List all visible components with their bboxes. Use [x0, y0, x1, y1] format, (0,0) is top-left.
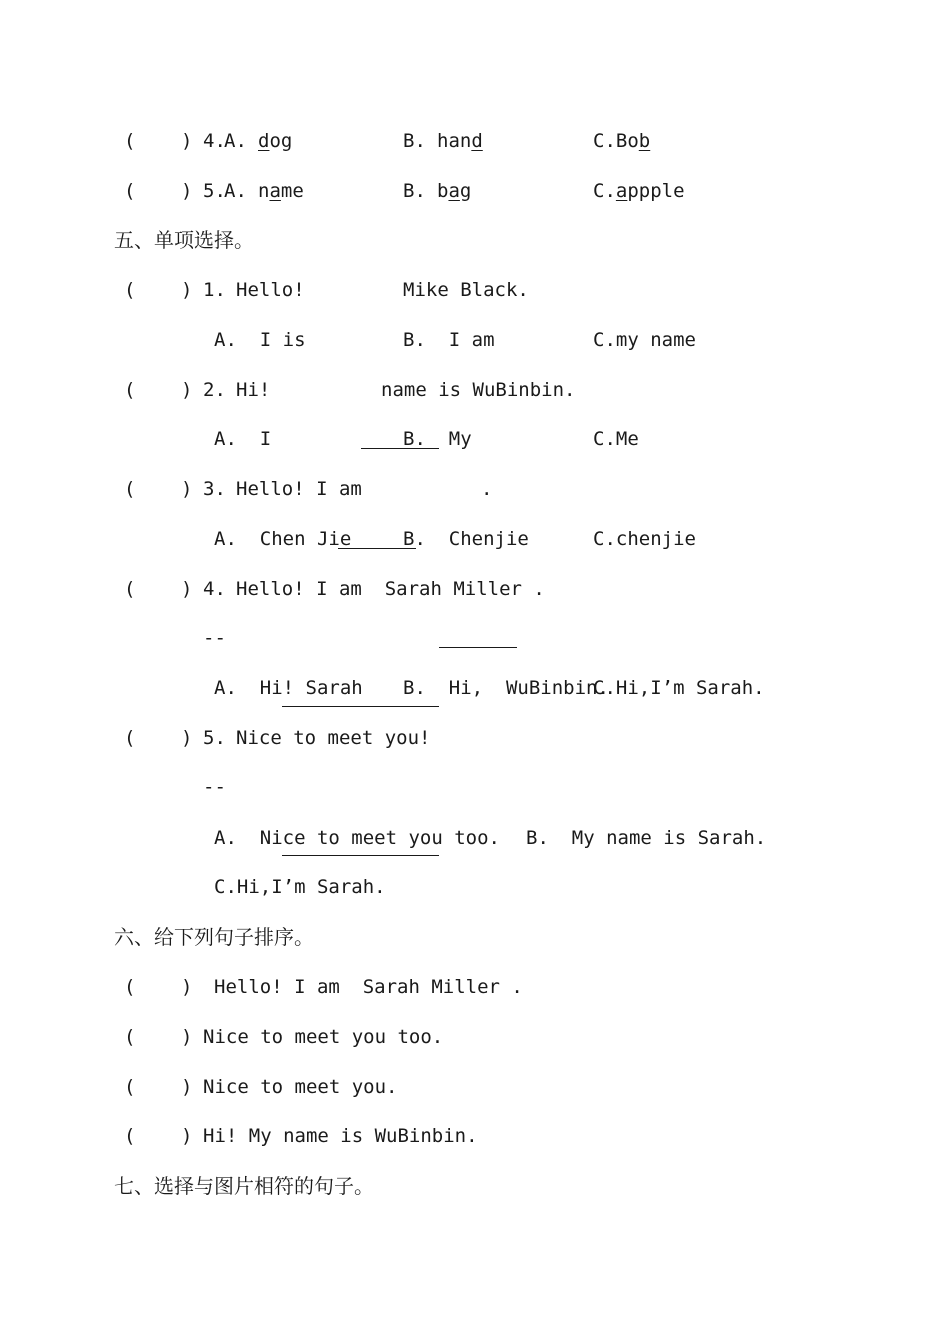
answer-paren-close: )	[181, 578, 193, 600]
option-a: A. Nice to meet you too.	[214, 827, 500, 849]
answer-paren-close: )	[181, 976, 193, 998]
choice-options-5-cont	[0, 872, 386, 902]
answer-paren-open: (	[124, 727, 136, 749]
fill-blank[interactable]	[439, 629, 517, 648]
answer-paren-open: (	[124, 279, 136, 301]
question-text: Hello! I am Sarah Miller .	[236, 578, 545, 600]
section-5-title: 五、单项选择。	[114, 228, 254, 252]
option-b: B. Hi, WuBinbin.	[403, 677, 609, 699]
ordering-item-4	[0, 1121, 478, 1151]
question-number: 2.	[203, 379, 226, 401]
question-text-end: Mike Black.	[403, 279, 529, 301]
answer-paren-close: )	[181, 1026, 193, 1048]
option-b: B. Chenjie	[403, 528, 529, 550]
answer-paren-close: )	[181, 130, 193, 152]
phonics-question-4	[0, 126, 651, 156]
option-a-label: A.	[224, 180, 247, 202]
answer-paren-close: )	[181, 478, 193, 500]
ordering-sentence: Nice to meet you.	[203, 1076, 398, 1098]
option-a: A. Chen Jie	[214, 528, 352, 550]
question-number: 4.	[203, 130, 226, 152]
ordering-item-3	[0, 1072, 398, 1102]
option-c: C.Hi,I’m Sarah.	[593, 677, 765, 699]
question-text-start: Hello!	[236, 279, 305, 301]
question-text-start: Hello! I am	[236, 478, 362, 500]
choice-options-1	[0, 325, 696, 355]
ordering-sentence: Hello! I am Sarah Miller .	[214, 976, 523, 998]
option-b-label: B.	[403, 180, 426, 202]
reply-dash: --	[203, 627, 226, 649]
option-c-word: C.appple	[593, 180, 685, 202]
ordering-item-2	[0, 1022, 444, 1052]
ordering-item-1	[0, 972, 523, 1002]
answer-paren-close: )	[181, 379, 193, 401]
option-a: A. I	[214, 428, 272, 450]
choice-options-2	[0, 424, 639, 454]
answer-paren-open: (	[124, 180, 136, 202]
choice-question-2	[0, 375, 576, 405]
choice-question-4	[0, 574, 545, 604]
question-text-start: Hi!	[236, 379, 271, 401]
choice-question-1	[0, 275, 529, 305]
option-c-word: C.Bob	[593, 130, 651, 152]
question-number: 1.	[203, 279, 226, 301]
option-a-word: dog	[258, 130, 293, 152]
option-c: C.Hi,I’m Sarah.	[214, 876, 386, 898]
ordering-sentence: Nice to meet you too.	[203, 1026, 444, 1048]
option-b-word: hand	[437, 130, 483, 152]
answer-paren-open: (	[124, 1125, 136, 1147]
answer-paren-close: )	[181, 1125, 193, 1147]
option-a-label: A.	[224, 130, 247, 152]
option-a: A. I is	[214, 329, 306, 351]
question-number: 5.	[203, 727, 226, 749]
answer-paren-open: (	[124, 478, 136, 500]
question-text: Nice to meet you!	[236, 727, 431, 749]
choice-options-5	[0, 823, 767, 853]
answer-paren-open: (	[124, 379, 136, 401]
choice-options-4	[0, 673, 765, 703]
answer-paren-close: )	[181, 180, 193, 202]
reply-line-4	[0, 623, 226, 653]
answer-paren-open: (	[124, 1076, 136, 1098]
answer-paren-open: (	[124, 976, 136, 998]
answer-paren-close: )	[181, 727, 193, 749]
reply-dash: --	[203, 776, 226, 798]
section-6-title: 六、给下列句子排序。	[114, 925, 314, 949]
option-b-label: B.	[403, 130, 426, 152]
option-c: C.my name	[593, 329, 696, 351]
question-number: 5.	[203, 180, 226, 202]
option-a-word: name	[258, 180, 304, 202]
answer-paren-close: )	[181, 1076, 193, 1098]
answer-paren-open: (	[124, 578, 136, 600]
ordering-sentence: Hi! My name is WuBinbin.	[203, 1125, 478, 1147]
question-number: 3.	[203, 478, 226, 500]
answer-paren-close: )	[181, 279, 193, 301]
option-b: B. My	[403, 428, 472, 450]
option-b-word: bag	[437, 180, 472, 202]
phonics-question-5	[0, 176, 685, 206]
choice-question-5	[0, 723, 431, 753]
option-b: B. My name is Sarah.	[526, 827, 767, 849]
question-text-end: name is WuBinbin.	[381, 379, 576, 401]
option-c: C.chenjie	[593, 528, 696, 550]
question-number: 4.	[203, 578, 226, 600]
reply-line-5	[0, 772, 226, 802]
choice-question-3	[0, 474, 493, 504]
option-c: C.Me	[593, 428, 639, 450]
option-a: A. Hi! Sarah	[214, 677, 363, 699]
option-b: B. I am	[403, 329, 495, 351]
choice-options-3	[0, 524, 696, 554]
answer-paren-open: (	[124, 130, 136, 152]
section-7-title: 七、选择与图片相符的句子。	[114, 1174, 374, 1198]
answer-paren-open: (	[124, 1026, 136, 1048]
question-text-end: .	[481, 478, 493, 500]
